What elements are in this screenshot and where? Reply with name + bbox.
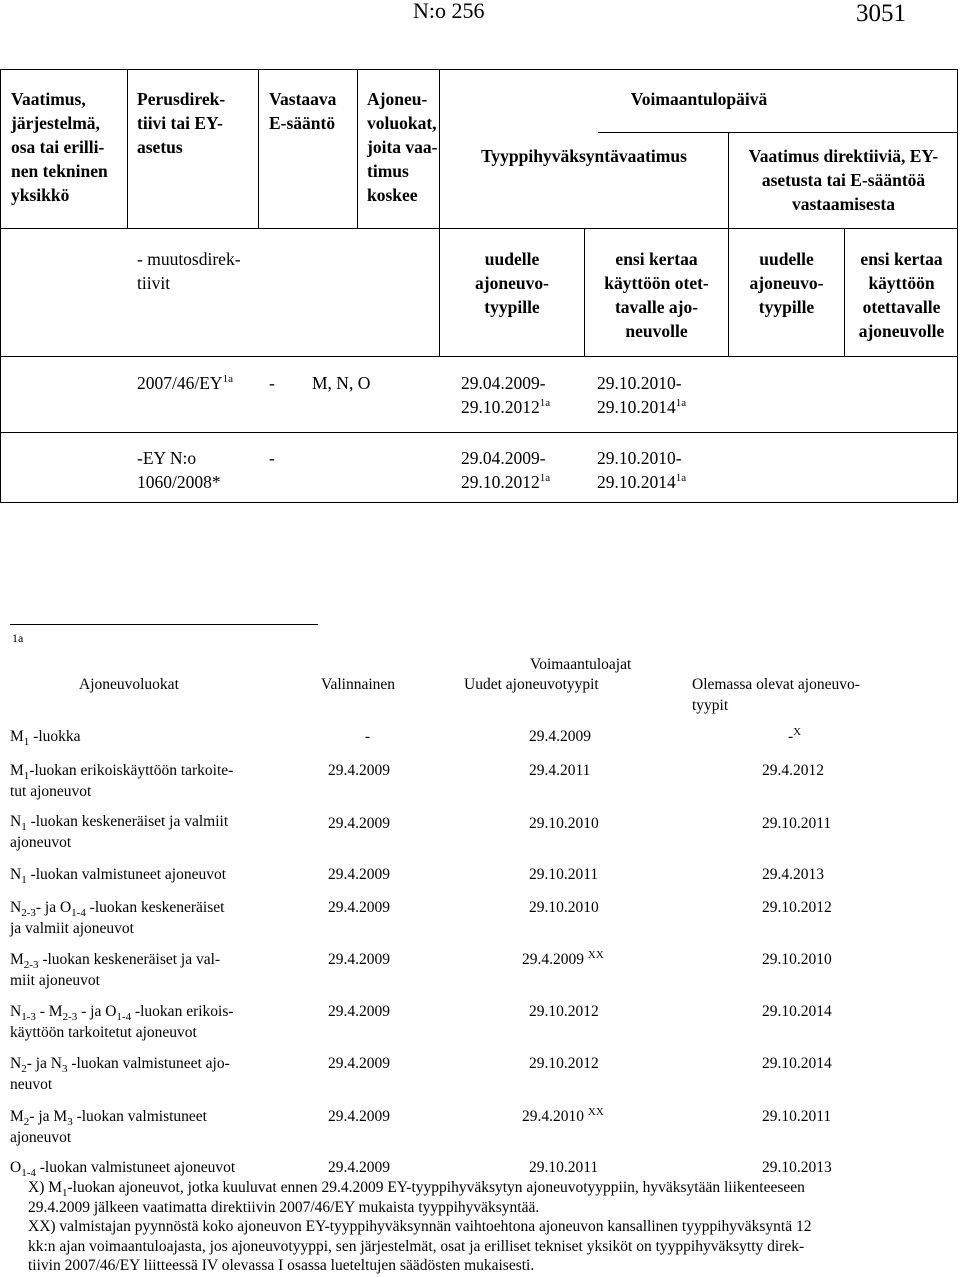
row-valinnainen: 29.4.2009 xyxy=(328,951,390,968)
row1-esaanto: - xyxy=(269,373,275,393)
list-item: $N_1$ -luokan valmistuneet ajoneuvot xyxy=(10,866,227,887)
note-x-continued: 29.4.2009 jälkeen vaatimatta direktiivin 2007/46/EY mukaista tyyppihyväksyntää. xyxy=(28,1198,540,1216)
row-olemassa: 29.10.2014 xyxy=(762,1003,832,1020)
note-x: X) $M_1$-luokan ajoneuvot, jotka kuuluvat ennen 29.4.2009 EY-tyyppihyväksytyn ajoneuvotyyppiin, hyväksytään liikenteeseen xyxy=(28,1179,805,1200)
requirements-table xyxy=(0,69,958,503)
grid-line xyxy=(258,70,259,228)
row1-directive: $2007/46/EY^{1a}$ xyxy=(137,373,233,393)
row-olemassa: 29.10.2014 xyxy=(762,1055,832,1072)
row-uudet: 29.10.2012 xyxy=(529,1055,599,1072)
col-olemassa: Olemassa olevat ajoneuvo- tyypit xyxy=(692,676,860,714)
row-uudet: 29.4.2010 $^{XX}$ xyxy=(522,1105,604,1125)
row-valinnainen: 29.4.2009 xyxy=(328,1108,390,1125)
row-olemassa: 29.10.2011 xyxy=(762,815,832,832)
list-item: $O_{1-4}$ -luokan valmistuneet ajoneuvot xyxy=(10,1159,236,1180)
list-item: $M_1$-luokan erikoiskäyttöön tarkoite- tut ajoneuvot xyxy=(10,762,234,800)
header-vastaava-esaanto: Vastaava E-sääntö xyxy=(269,89,337,133)
grid-line xyxy=(1,356,958,357)
header-vaatimus-direktiivia: Vaatimus direktiiviä, EY- asetusta tai E-sääntöä vastaamisesta xyxy=(748,146,939,214)
row-uudet: 29.4.2009 $^{XX}$ xyxy=(522,948,604,968)
row-uudet: 29.10.2011 xyxy=(529,866,599,883)
row-valinnainen: - xyxy=(365,728,371,745)
row-uudet: 29.10.2012 xyxy=(529,1003,599,1020)
list-item: $M_1$ -luokka xyxy=(10,728,81,749)
note-xx-continued: kk:n ajan voimaantuloajasta, jos ajoneuvotyyppi, sen järjestelmät, osat ja erilliset tekniset yksiköt on tyyppihyväksytty direk- xyxy=(28,1237,805,1255)
row-uudet: 29.10.2010 xyxy=(529,899,599,916)
row-valinnainen: 29.4.2009 xyxy=(328,899,390,916)
list-item: $M_{2-3}$ -luokan keskeneräiset ja val- miit ajoneuvot xyxy=(10,951,221,989)
row-olemassa: 29.10.2013 xyxy=(762,1159,832,1176)
subheader-ensi-vastaavuus: ensi kertaa käyttöön otettavalle ajoneuvolle xyxy=(858,249,945,341)
row2-date-new: 29.04.2009- $29.10.2012^{1a}$ xyxy=(461,448,551,492)
row-valinnainen: 29.4.2009 xyxy=(328,762,390,779)
header-ajoneuvoluokat: Ajoneu- voluokat, joita vaa- timus koskee xyxy=(367,89,438,205)
row-olemassa: 29.4.2012 xyxy=(762,762,824,779)
list-item: $N_1$ -luokan keskeneräiset ja valmiit ajoneuvot xyxy=(10,813,229,851)
row-uudet: 29.10.2011 xyxy=(529,1159,599,1176)
header-voimaantulopaiva: Voimaantulopäivä xyxy=(630,89,768,109)
row-valinnainen: 29.4.2009 xyxy=(328,815,390,832)
row-olemassa: 29.10.2011 xyxy=(762,1108,832,1125)
col-uudet: Uudet ajoneuvotyypit xyxy=(464,676,599,693)
grid-line xyxy=(357,70,358,228)
subheader-ensi-tyyppihyvaksynta: ensi kertaa käyttöön otet- tavalle ajo- neuvolle xyxy=(604,249,709,341)
row2-directive: -EY N:o 1060/2008* xyxy=(137,448,221,492)
grid-line xyxy=(598,132,958,133)
list-item: $N_2-$ ja $N_3$ -luokan valmistuneet ajo- neuvot xyxy=(10,1055,230,1093)
list-item: $N_{2-3}-$ ja $O_{1-4}$ -luokan keskeneräiset ja valmiit ajoneuvot xyxy=(10,899,225,937)
col-ajoneuvoluokat: Ajoneuvoluokat xyxy=(79,676,179,693)
footnote-mark: 1a xyxy=(12,631,24,645)
note-xx: XX) valmistajan pyynnöstä koko ajoneuvon EY-tyyppihyväksynnän vaihtoehtona ajoneuvon kansallinen tyyppihyväksyntä 12 xyxy=(28,1218,812,1235)
row-olemassa: 29.4.2013 xyxy=(762,866,824,883)
row-olemassa: -$^X$ xyxy=(788,725,802,745)
row-valinnainen: 29.4.2009 xyxy=(328,866,390,883)
footnote-rule xyxy=(10,624,318,625)
muutosdirektiivit-label: - muutosdirek- tiivit xyxy=(137,249,241,293)
row1-date-first: 29.10.2010- $29.10.2014^{1a}$ xyxy=(597,373,687,417)
grid-line xyxy=(1,432,958,433)
row-valinnainen: 29.4.2009 xyxy=(328,1159,390,1176)
page-number: 3051 xyxy=(856,0,906,27)
header-perusdirektiivi: Perusdirek- tiivi tai EY- asetus xyxy=(137,89,226,157)
note-xx-continued: tiivin 2007/46/EY liitteessä IV olevassa I osassa lueteltujen säädösten mukaisesti. xyxy=(28,1257,535,1274)
row-valinnainen: 29.4.2009 xyxy=(328,1003,390,1020)
row-uudet: 29.4.2011 xyxy=(529,762,591,779)
grid-line xyxy=(127,70,128,228)
header-tyyppihyvaksynta: Tyyppihyväksyntävaatimus xyxy=(481,146,687,166)
row-uudet: 29.4.2009 xyxy=(529,728,591,745)
row-olemassa: 29.10.2010 xyxy=(762,951,832,968)
row-valinnainen: 29.4.2009 xyxy=(328,1055,390,1072)
list-item: $M_2-$ ja $M_3$ -luokan valmistuneet ajoneuvot xyxy=(10,1108,207,1146)
footnote-notes xyxy=(28,1178,928,1276)
header-vaatimus: Vaatimus, järjestelmä, osa tai erilli- nen tekninen yksikkö xyxy=(11,89,108,205)
page-label: N:o 256 xyxy=(413,0,485,23)
row2-esaanto: - xyxy=(269,448,275,468)
row1-classes: M, N, O xyxy=(312,373,371,393)
row-olemassa: 29.10.2012 xyxy=(762,899,832,916)
row2-date-first: 29.10.2010- $29.10.2014^{1a}$ xyxy=(597,448,687,492)
voimaantuloajat-heading: Voimaantuloajat xyxy=(530,656,632,673)
subheader-uudelle-tyyppihyvaksynta: uudelle ajoneuvo- tyypille xyxy=(475,249,549,317)
subheader-uudelle-vastaavuus: uudelle ajoneuvo- tyypille xyxy=(749,249,824,317)
row-uudet: 29.10.2010 xyxy=(529,815,599,832)
grid-line xyxy=(1,228,958,229)
list-item: $N_{1-3} - M_{2-3}$ - ja $O_{1-4}$ -luokan erikois- käyttöön tarkoitetut ajoneuvot xyxy=(10,1003,234,1041)
row1-date-new: 29.04.2009- $29.10.2012^{1a}$ xyxy=(461,373,551,417)
col-valinnainen: Valinnainen xyxy=(321,676,396,693)
